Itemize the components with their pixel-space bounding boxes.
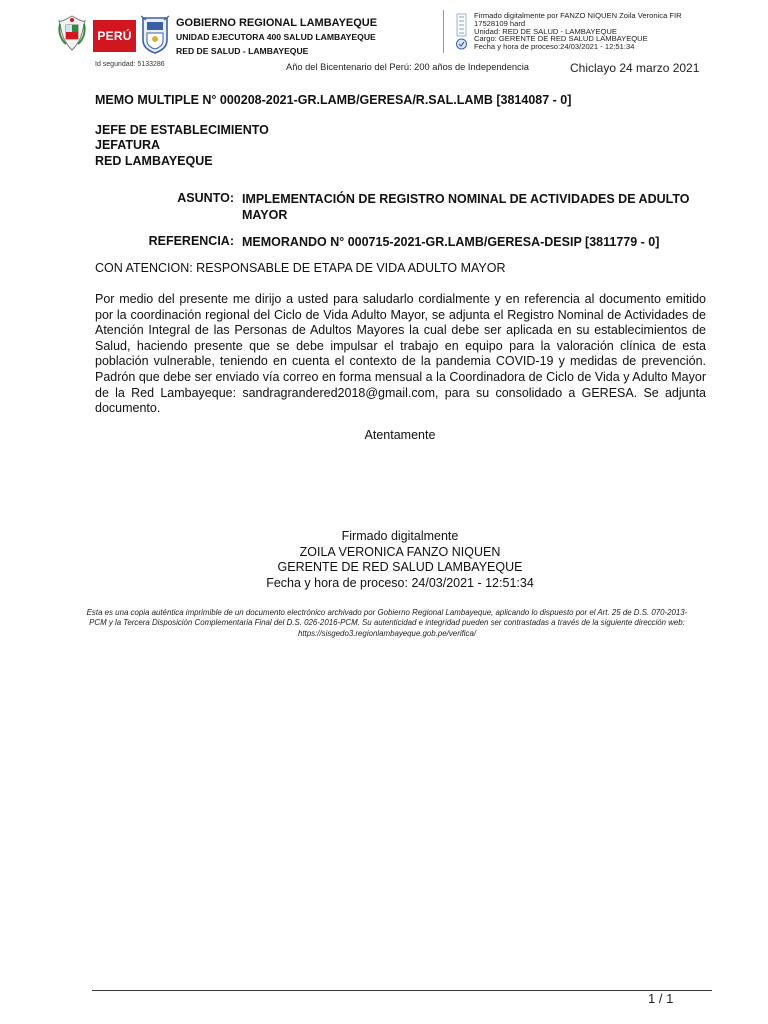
page-number: 1 / 1	[648, 991, 674, 1006]
signature-timestamp: Fecha y hora de proceso:24/03/2021 - 12:51:34	[474, 42, 635, 51]
digital-signature-stamp-icon	[453, 12, 471, 52]
org-network: RED DE SALUD - LAMBAYEQUE	[176, 46, 309, 56]
year-motto: Año del Bicentenario del Perú: 200 años de Independencia	[286, 62, 529, 72]
org-unit: UNIDAD EJECUTORA 400 SALUD LAMBAYEQUE	[176, 32, 376, 42]
footer-divider	[92, 990, 712, 991]
closing: Atentamente	[364, 428, 436, 442]
regional-seal-icon	[140, 14, 170, 54]
security-id: Id seguridad: 5133286	[95, 61, 165, 68]
place-date: Chiclayo 24 marzo 2021	[570, 61, 700, 75]
signature-unit: Unidad: RED DE SALUD - LAMBAYEQUE	[474, 27, 617, 36]
signature-role: Cargo: GERENTE DE RED SALUD LAMBAYEQUE	[474, 34, 648, 43]
signature-block-line: Firmado digitalmente	[341, 529, 459, 543]
signer-name: ZOILA VERONICA FANZO NIQUEN	[299, 545, 501, 559]
subject-value: IMPLEMENTACIÓN DE REGISTRO NOMINAL DE ACTIVIDADES DE ADULTO MAYOR	[242, 192, 690, 222]
addressee-line: JEFATURA	[95, 138, 161, 152]
flag-label: PERÚ	[97, 29, 132, 43]
reference-label: REFERENCIA:	[148, 234, 234, 248]
peru-coat-of-arms-icon	[56, 14, 88, 52]
addressee-line: RED LAMBAYEQUE	[95, 154, 213, 168]
memo-title: MEMO MULTIPLE N° 000208-2021-GR.LAMB/GERESA/R.SAL.LAMB [3814087 - 0]	[95, 93, 572, 107]
signature-signer: Firmado digitalmente por FANZO NIQUEN Zoila Veronica FIR 17528109 hard	[474, 11, 682, 28]
attention-line: CON ATENCION: RESPONSABLE DE ETAPA DE VIDA ADULTO MAYOR	[95, 261, 506, 275]
subject-label: ASUNTO:	[177, 191, 234, 205]
authenticity-footnote: Esta es una copia auténtica imprimible de un documento electrónico archivado por Gobierno Regional Lambayeque, aplicando lo dispuesto por el Art. 25 de D.S. 070-2013-PCM y la Tercera Disposición Complementaria Final del D.S. 026-2016-PCM. Su autenticidad e integridad pueden ser contrastadas a través de la siguiente dirección web: https://sisgedo3.regionlambayeque.gob.pe/verifica/	[86, 608, 688, 638]
signer-title: GERENTE DE RED SALUD LAMBAYEQUE	[277, 560, 523, 574]
addressee-line: JEFE DE ESTABLECIMIENTO	[95, 123, 269, 137]
org-name: GOBIERNO REGIONAL LAMBAYEQUE	[176, 17, 378, 29]
memo-body: Por medio del presente me dirijo a usted para saludarlo cordialmente y en referencia al documento emitido por la coordinación regional del Ciclo de Vida Adulto Mayor, se adjunta el Registro Nominal de Actividades de Atención Integral de las Personas de Adultos Mayores la cual debe ser aplicada en su establecimientos de Salud, haciendo presente que se debe impulsar el trabajo en equipo para la valoración clínica de esta población vulnerable, teniendo en cuenta el contexto de la pandemia COVID-19 y medidas de prevención. Padrón que debe ser enviado vía correo en forma mensual a la Coordinadora de Ciclo de Vida y Adulto Mayor de la Red Lambayeque: sandragrandered2018@gmail.com, para su consolidado a GERESA. Se adjunta documento.	[95, 292, 706, 416]
reference-value: MEMORANDO N° 000715-2021-GR.LAMB/GERESA-DESIP [3811779 - 0]	[242, 235, 660, 249]
signature-datetime: Fecha y hora de proceso: 24/03/2021 - 12:51:34	[266, 576, 534, 590]
peru-flag-icon	[93, 20, 136, 52]
